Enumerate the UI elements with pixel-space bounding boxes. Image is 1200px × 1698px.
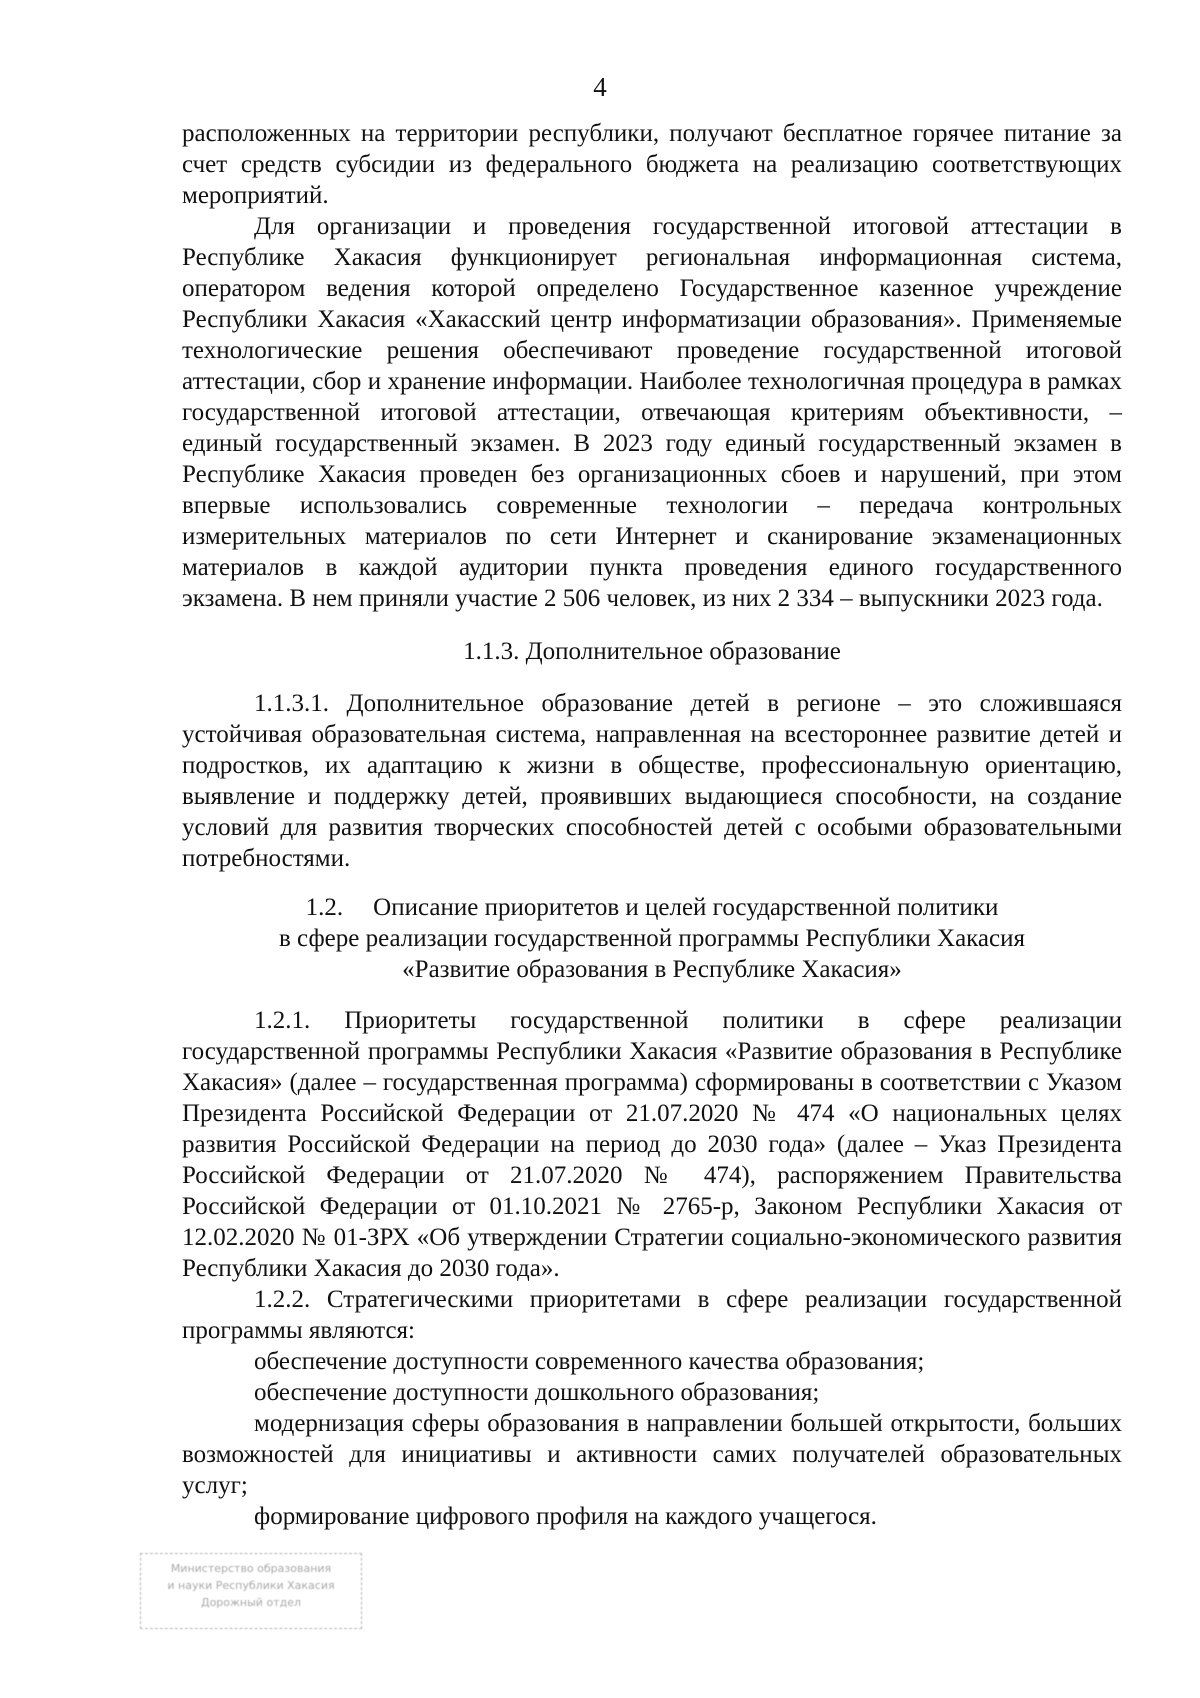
faded-stamp (140, 1553, 362, 1629)
section-heading-1-2 (182, 892, 1122, 985)
stamp-line: и науки Республики Хакасия (167, 1579, 335, 1592)
section-heading-1-2-line2: в сфере реализации государственной программы Республики Хакасия (278, 925, 1026, 952)
document-body (182, 118, 1122, 1532)
paragraph-continuation: расположенных на территории республики, получают бесплатное горячее питание за счет средств субсидии из федерального бюджета на реализацию соответствующих мероприятий. (182, 120, 1122, 209)
stamp-line: Дорожный отдел (200, 1596, 301, 1609)
paragraph-1-2-2: 1.2.2. Стратегическими приоритетами в сфере реализации государственной программы являются: (182, 1286, 1122, 1344)
page-number: 4 (593, 72, 607, 102)
stamp-line: Министерство образования (170, 1562, 332, 1575)
paragraph-1-2-1: 1.2.1. Приоритеты государственной политики в сфере реализации государственной программы Республики Хакасия «Развитие образования в Республике Хакасия» (далее – государственная программа) сформированы в соответствии с Указом Президента Российской Федерации от 21.07.2020 № 474 «О национальных целях развития Российской Федерации на период до 2030 года» (далее – Указ Президента Российской Федерации от 21.07.2020 № 474), распоряжением Правительства Российской Федерации от 01.10.2021 № 2765-р, Законом Республики Хакасия от 12.02.2020 № 01-ЗРХ «Об утверждении Стратегии социально-экономического развития Республики Хакасия до 2030 года». (182, 1007, 1122, 1282)
priority-item: формирование цифрового профиля на каждого учащегося. (254, 1503, 877, 1530)
paragraph-gia-system: Для организации и проведения государственной итоговой аттестации в Республике Хакасия функционирует региональная информационная система, оператором ведения которой определено Государственное казенное учреждение Республики Хакасия «Хакасский центр информатизации образования». Применяемые технологические решения обеспечивают проведение государственной итоговой аттестации, сбор и хранение информации. Наиболее технологичная процедура в рамках государственной итоговой аттестации, отвечающая критериям объективности, – единый государственный экзамен. В 2023 году единый государственный экзамен в Республике Хакасия проведен без организационных сбоев и нарушений, при этом впервые использовались современные технологии – передача контрольных измерительных материалов по сети Интернет и сканирование экзаменационных материалов в каждой аудитории пункта проведения единого государственного экзамена. В нем приняли участие 2 506 человек, из них 2 334 – выпускники 2023 года. (182, 213, 1122, 612)
section-number: 1.2. (305, 894, 344, 921)
priority-item: модернизация сферы образования в направлении большей открытости, больших возможностей для инициативы и активности самих получателей образовательных услуг; (182, 1410, 1122, 1499)
section-heading-1-1-3: 1.1.3. Дополнительное образование (463, 638, 841, 665)
section-heading-1-2-line3: «Развитие образования в Республике Хакасия» (402, 956, 902, 983)
priority-item: обеспечение доступности дошкольного образования; (254, 1379, 820, 1406)
priority-item: обеспечение доступности современного качества образования; (254, 1348, 925, 1375)
section-heading-1-2-line1: 1.2. Описание приоритетов и целей государственной политики (305, 894, 999, 921)
paragraph-1-1-3-1: 1.1.3.1. Дополнительное образование детей в регионе – это сложившаяся устойчивая образовательная система, направленная на всестороннее развитие детей и подростков, их адаптацию к жизни в обществе, профессиональную ориентацию, выявление и поддержку детей, проявивших выдающиеся способности, на создание условий для развития творческих способностей детей с особыми образовательными потребностями. (182, 690, 1122, 872)
